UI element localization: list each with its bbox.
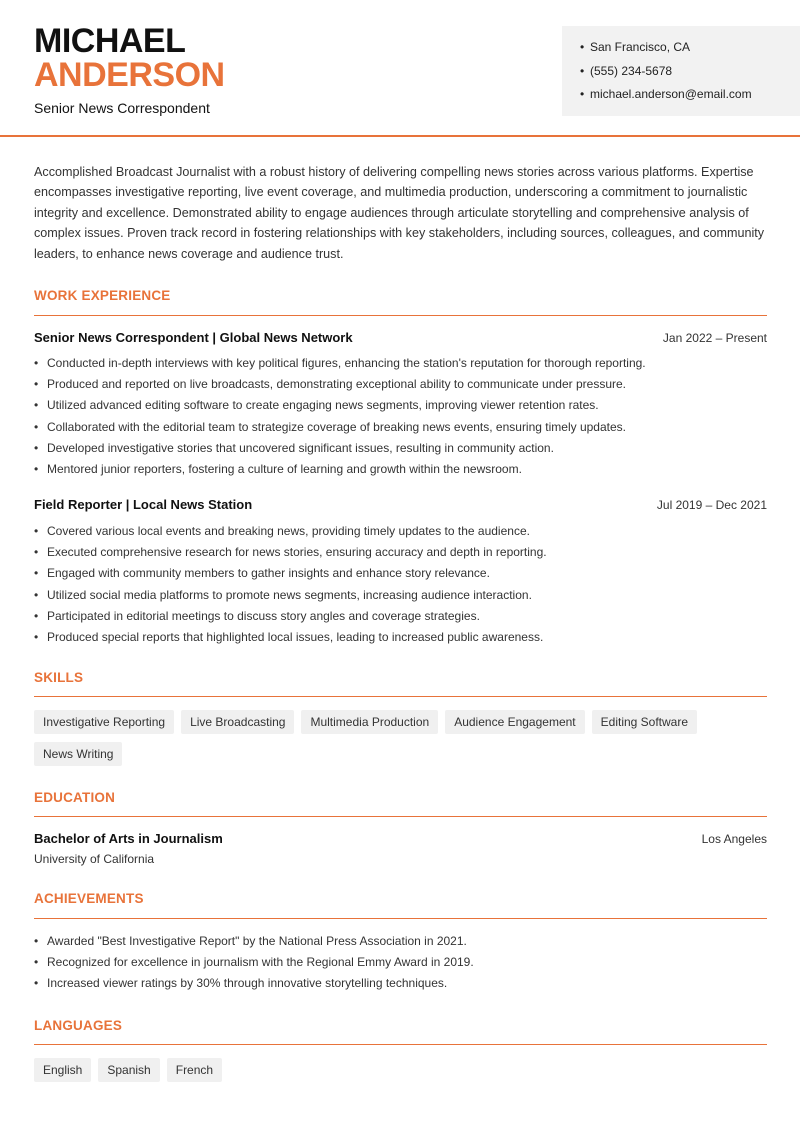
bullet-icon: •: [580, 40, 585, 54]
skill-chip: Investigative Reporting: [34, 710, 174, 734]
bullet-icon: •: [580, 63, 585, 78]
resume-header: [0, 0, 800, 137]
skill-chip: Live Broadcasting: [181, 710, 294, 734]
languages-list: [34, 1058, 767, 1082]
degree-name: Bachelor of Arts in Journalism: [34, 831, 223, 846]
job-2-date: Jul 2019 – Dec 2021: [656, 498, 767, 512]
skill-chip: Audience Engagement: [445, 710, 584, 734]
skill-chip: Editing Software: [592, 710, 697, 734]
list-item: • Produced special reports that highlighted local issues, leading to increased public awareness.: [34, 628, 767, 649]
job-1-header: [34, 330, 767, 345]
contact-phone-text: (555) 234-5678: [590, 63, 673, 78]
contact-box: [562, 26, 800, 116]
list-item: • Produced and reported on live broadcasts, demonstrating exceptional ability to communicate under pressure.: [34, 375, 767, 396]
achievements-heading: ACHIEVEMENTS: [34, 891, 144, 906]
list-item: • Executed comprehensive research for news stories, ensuring accuracy and depth in reporting.: [34, 543, 767, 564]
list-item: • Developed investigative stories that uncovered significant issues, resulting in community action.: [34, 439, 767, 460]
achievements-list: [34, 932, 767, 996]
section-divider: [34, 816, 767, 817]
list-item: • Utilized advanced editing software to create engaging news segments, improving viewer retention rates.: [34, 396, 767, 417]
list-item: • Mentored junior reporters, fostering a culture of learning and growth within the newsroom.: [34, 460, 767, 481]
first-name: MICHAEL: [34, 22, 186, 60]
job-2-bullets: [34, 522, 767, 649]
section-divider: [34, 1044, 767, 1045]
contact-email[interactable]: [580, 85, 800, 109]
list-item: • Collaborated with the editorial team to strategize coverage of breaking news events, ensuring timely updates.: [34, 418, 767, 439]
school-name: University of California: [34, 852, 155, 866]
job-1-bullets: [34, 354, 767, 481]
job-2-header: [34, 497, 767, 512]
section-divider: [34, 315, 767, 316]
summary-text: Accomplished Broadcast Journalist with a robust history of delivering compelling news stories across various platforms. Expertise encompasses investigative reporting, live event coverage, and multimedia production, underscoring a commitment to journalistic integrity and excellence. Demonstrated ability to engage audiences through articulate storytelling and comprehensive analysis of complex issues. Proven track record in fostering relationships with key stakeholders, including sources, colleagues, and community leaders, to enhance news coverage and audience trust.: [34, 165, 765, 261]
job-1-role: Senior News Correspondent | Global News Network: [34, 330, 353, 345]
work-experience-heading: WORK EXPERIENCE: [34, 288, 171, 303]
languages-heading: LANGUAGES: [34, 1018, 123, 1033]
education-header: [34, 831, 767, 846]
language-chip: Spanish: [98, 1058, 159, 1082]
list-item: • Recognized for excellence in journalism with the Regional Emmy Award in 2019.: [34, 953, 767, 974]
list-item: • Engaged with community members to gather insights and enhance story relevance.: [34, 564, 767, 585]
contact-email-text[interactable]: michael.anderson@email.com: [590, 87, 752, 101]
last-name: ANDERSON: [34, 56, 225, 94]
bullet-icon: •: [580, 87, 585, 101]
skill-chip: Multimedia Production: [301, 710, 438, 734]
contact-phone: [580, 62, 800, 86]
list-item: • Increased viewer ratings by 30% through innovative storytelling techniques.: [34, 974, 767, 995]
language-chip: French: [167, 1058, 222, 1082]
job-2-role: Field Reporter | Local News Station: [34, 497, 253, 512]
contact-location: [580, 38, 800, 62]
list-item: • Conducted in-depth interviews with key political figures, enhancing the station's reputation for thorough reporting.: [34, 354, 767, 375]
skill-chip: News Writing: [34, 742, 122, 766]
list-item: • Participated in editorial meetings to discuss story angles and coverage strategies.: [34, 607, 767, 628]
language-chip: English: [34, 1058, 91, 1082]
skills-list: [34, 710, 714, 766]
education-heading: EDUCATION: [34, 790, 116, 805]
skills-heading: SKILLS: [34, 670, 84, 685]
section-divider: [34, 918, 767, 919]
list-item: • Covered various local events and breaking news, providing timely updates to the audience.: [34, 522, 767, 543]
list-item: • Awarded "Best Investigative Report" by the National Press Association in 2021.: [34, 932, 767, 953]
education-location: Los Angeles: [701, 832, 767, 846]
section-divider: [34, 696, 767, 697]
list-item: • Utilized social media platforms to promote news segments, increasing audience interaction.: [34, 586, 767, 607]
job-title: Senior News Correspondent: [34, 100, 210, 116]
contact-location-text: San Francisco, CA: [590, 40, 691, 54]
job-1-date: Jan 2022 – Present: [662, 331, 767, 345]
